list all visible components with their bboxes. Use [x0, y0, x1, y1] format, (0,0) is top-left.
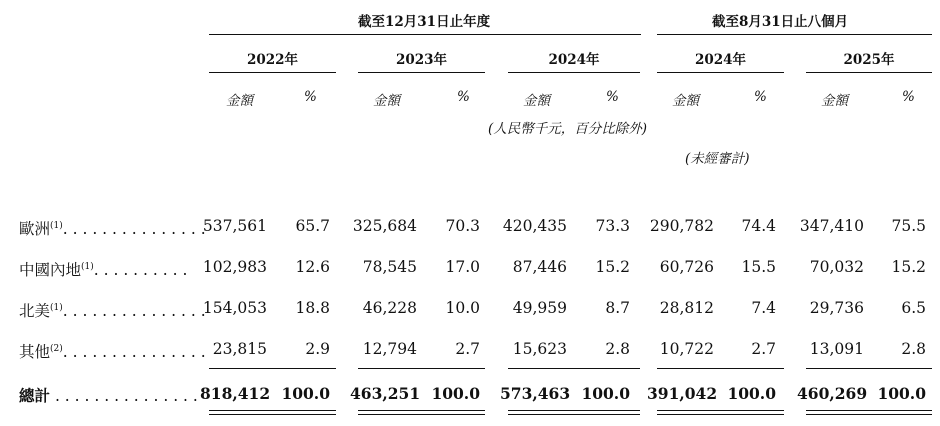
- row-label: [19, 299, 206, 321]
- amount-header: 金額: [672, 93, 699, 109]
- total-pct: 100.0: [431, 384, 480, 403]
- double-rule-bottom: [806, 414, 932, 415]
- row-label-text: 歐洲: [19, 220, 51, 238]
- cell-pct: 2.7: [455, 340, 480, 358]
- double-rule-bottom: [209, 414, 336, 415]
- subtotal-rule: [287, 368, 336, 369]
- year-header-3: 2024年: [548, 52, 600, 68]
- footnote-marker: (1): [81, 261, 94, 272]
- subtotal-rule: [358, 368, 485, 369]
- year-rule-1: [209, 72, 336, 73]
- cell-value: 15,623: [512, 340, 567, 358]
- cell-value: 290,782: [649, 217, 714, 235]
- cell-value: 537,561: [202, 217, 267, 235]
- total-pct: 100.0: [581, 384, 630, 403]
- year-header-5: 2025年: [843, 52, 895, 68]
- total-value: 463,251: [350, 384, 421, 403]
- cell-value: 325,684: [352, 217, 417, 235]
- cell-pct: 70.3: [445, 217, 480, 235]
- row-label: [19, 217, 206, 239]
- cell-pct: 2.8: [901, 340, 926, 358]
- leader-dots: . . . . . . . . . .: [93, 261, 188, 279]
- amount-header: 金額: [373, 93, 400, 109]
- cell-pct: 17.0: [445, 258, 480, 276]
- row-label-text: 中國內地: [19, 261, 82, 279]
- cell-value: 46,228: [362, 299, 417, 317]
- double-rule-top: [657, 410, 784, 411]
- cell-value: 12,794: [362, 340, 417, 358]
- row-label: [19, 340, 206, 362]
- leader-dots: . . . . . . . . . . . . . . .: [62, 343, 206, 361]
- double-rule-top: [358, 410, 485, 411]
- year-header-2: 2023年: [395, 52, 448, 68]
- pct-header: %: [902, 89, 915, 105]
- amount-header: 金額: [821, 93, 848, 109]
- double-rule-bottom: [358, 414, 485, 415]
- cell-value: 49,959: [512, 299, 567, 317]
- group-rule-year-end: [209, 34, 641, 35]
- total-pct: 100.0: [877, 384, 926, 403]
- footnote-marker: (1): [50, 220, 63, 231]
- cell-value: 23,815: [212, 340, 267, 358]
- unit-note: (人民幣千元，百分比除外): [488, 121, 648, 137]
- row-label-text: 北美: [19, 302, 51, 320]
- cell-value: 347,410: [799, 217, 864, 235]
- row-label-text: 其他: [19, 343, 51, 361]
- row-label: [19, 258, 187, 280]
- cell-value: 29,736: [809, 299, 864, 317]
- cell-pct: 18.8: [295, 299, 330, 317]
- double-rule-bottom: [508, 414, 640, 415]
- pct-header: %: [606, 89, 619, 105]
- cell-value: 70,032: [809, 258, 864, 276]
- leader-dots: . . . . . . . . . . . . . . .: [62, 302, 206, 320]
- pct-header: %: [304, 89, 317, 105]
- subtotal-rule: [508, 368, 640, 369]
- year-header-1: 2022年: [246, 52, 299, 68]
- cell-value: 102,983: [202, 258, 267, 276]
- cell-pct: 75.5: [891, 217, 926, 235]
- cell-pct: 7.4: [751, 299, 776, 317]
- year-rule-3: [508, 72, 640, 73]
- leader-dots: . . . . . . . . . . . . . . .: [50, 387, 198, 405]
- footnote-marker: (1): [50, 302, 63, 313]
- total-pct: 100.0: [281, 384, 330, 403]
- double-rule-bottom: [657, 414, 784, 415]
- cell-value: 60,726: [659, 258, 714, 276]
- amount-header: 金額: [523, 93, 550, 109]
- year-rule-5: [806, 72, 932, 73]
- total-label-text: 總計: [19, 386, 51, 405]
- cell-pct: 74.4: [741, 217, 776, 235]
- cell-pct: 8.7: [605, 299, 630, 317]
- amount-header: 金額: [226, 93, 253, 109]
- group-header-year-end: 截至12月31日止年度: [358, 14, 491, 30]
- year-rule-2: [358, 72, 485, 73]
- cell-pct: 6.5: [901, 299, 926, 317]
- subtotal-rule: [657, 368, 784, 369]
- cell-pct: 10.0: [445, 299, 480, 317]
- double-rule-top: [209, 410, 336, 411]
- footnote-marker: (2): [50, 343, 63, 354]
- pct-header: %: [754, 89, 767, 105]
- cell-pct: 2.8: [605, 340, 630, 358]
- cell-pct: 73.3: [595, 217, 630, 235]
- cell-pct: 2.9: [305, 340, 330, 358]
- pct-header: %: [457, 89, 470, 105]
- total-label: [19, 384, 198, 406]
- year-rule-4: [657, 72, 784, 73]
- subtotal-rule: [806, 368, 932, 369]
- cell-pct: 15.2: [595, 258, 630, 276]
- total-value: 818,412: [200, 384, 271, 403]
- cell-pct: 65.7: [295, 217, 330, 235]
- total-value: 391,042: [647, 384, 718, 403]
- cell-value: 78,545: [362, 258, 417, 276]
- total-value: 460,269: [797, 384, 868, 403]
- group-rule-eight-months: [657, 34, 932, 35]
- cell-pct: 12.6: [295, 258, 330, 276]
- total-pct: 100.0: [727, 384, 776, 403]
- group-header-eight-months: 截至8月31日止八個月: [712, 14, 849, 30]
- leader-dots: . . . . . . . . . . . . . . .: [62, 220, 206, 238]
- cell-value: 13,091: [809, 340, 864, 358]
- cell-pct: 2.7: [751, 340, 776, 358]
- cell-value: 87,446: [512, 258, 567, 276]
- total-value: 573,463: [500, 384, 571, 403]
- cell-pct: 15.5: [741, 258, 776, 276]
- unaudited-note: (未經審計): [685, 151, 750, 167]
- cell-pct: 15.2: [891, 258, 926, 276]
- cell-value: 10,722: [659, 340, 714, 358]
- double-rule-top: [508, 410, 640, 411]
- cell-value: 420,435: [502, 217, 567, 235]
- year-header-4: 2024年: [694, 52, 747, 68]
- double-rule-top: [806, 410, 932, 411]
- cell-value: 154,053: [202, 299, 267, 317]
- cell-value: 28,812: [659, 299, 714, 317]
